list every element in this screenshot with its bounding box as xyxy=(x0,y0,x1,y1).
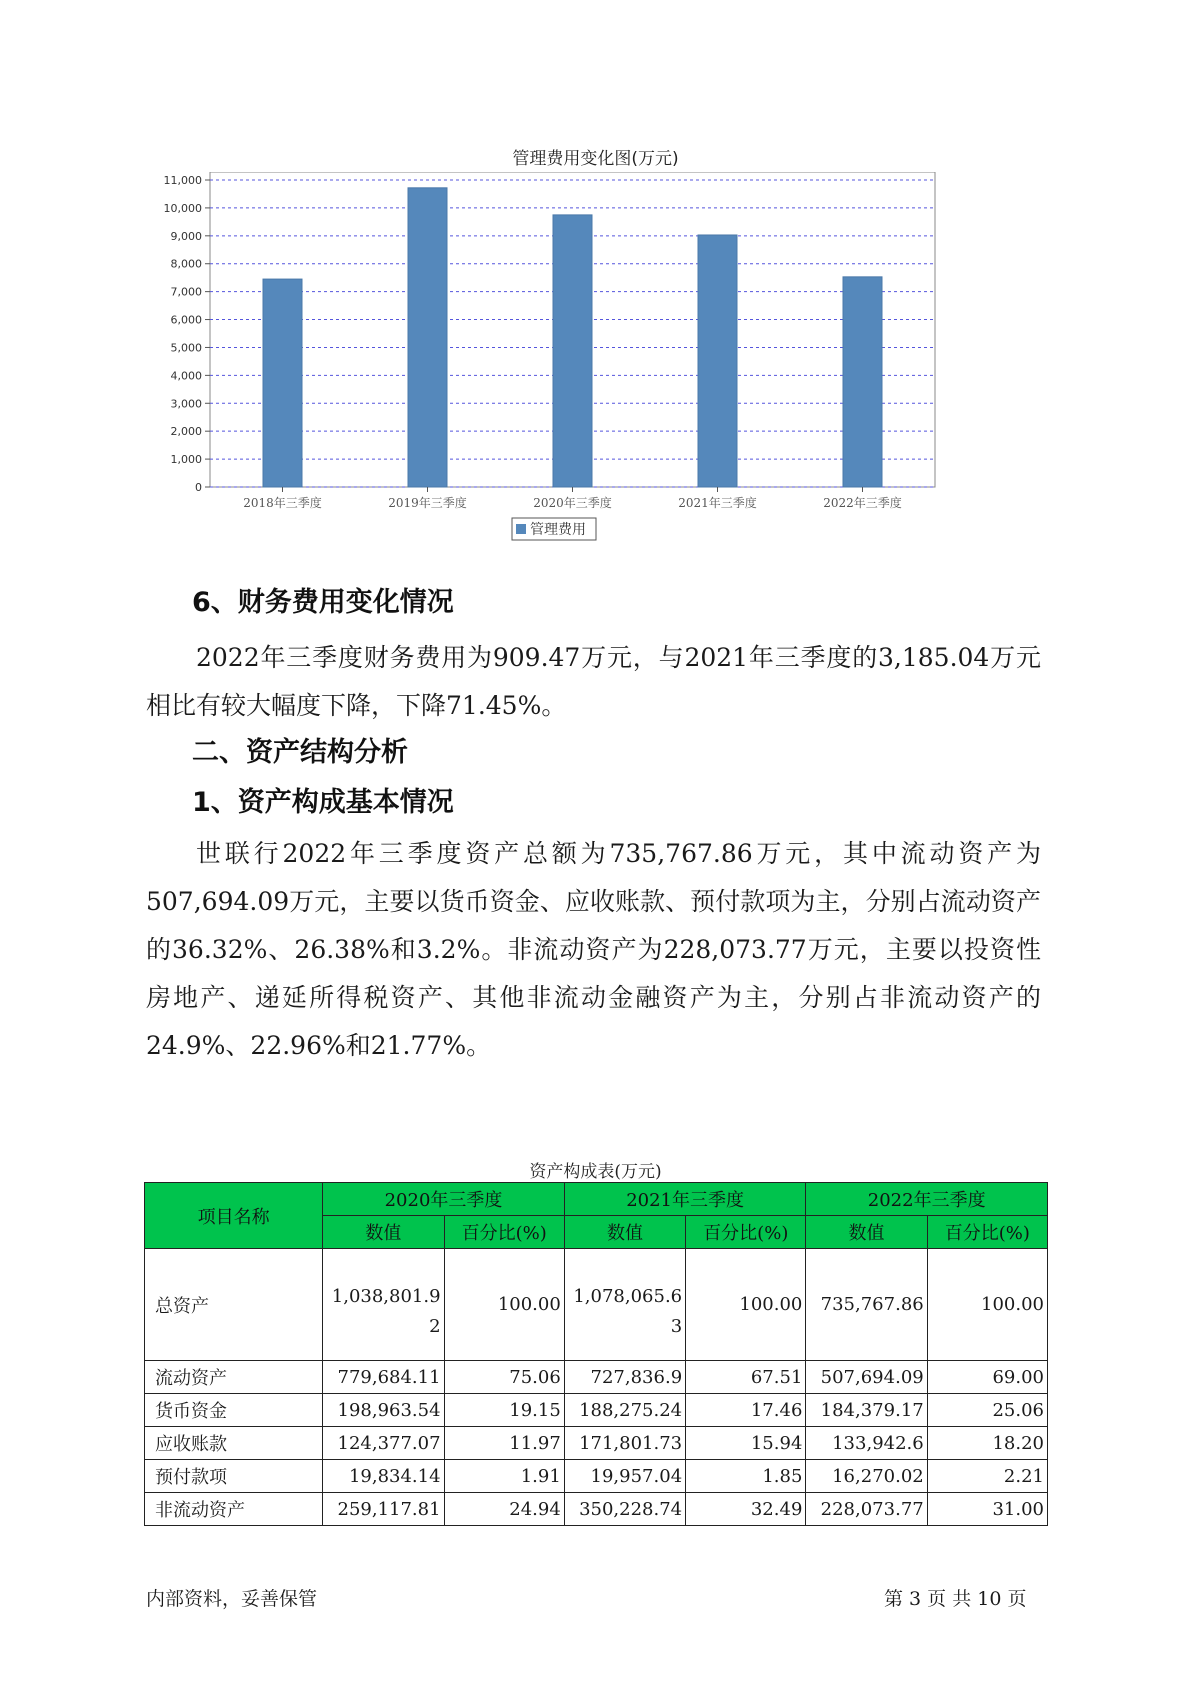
bar xyxy=(698,235,737,487)
legend-label: 管理费用 xyxy=(530,522,586,538)
cell-pct: 75.06 xyxy=(444,1361,564,1394)
bar xyxy=(408,188,447,487)
table-row xyxy=(145,1460,1048,1493)
cell-pct: 25.06 xyxy=(927,1394,1047,1427)
sub-heading-asset-composition: 1、资产构成基本情况 xyxy=(192,787,454,818)
table-row xyxy=(145,1493,1048,1526)
cell-pct: 31.00 xyxy=(927,1493,1047,1526)
cell-pct: 100.00 xyxy=(927,1249,1047,1361)
cell-value: 124,377.07 xyxy=(323,1427,444,1460)
cell-pct: 100.00 xyxy=(686,1249,806,1361)
header-year-2021: 2021年三季度 xyxy=(564,1183,806,1216)
cell-value: 1,078,065.63 xyxy=(564,1249,685,1361)
bar xyxy=(263,279,302,487)
header-pct: 百分比(%) xyxy=(686,1216,806,1249)
y-tick-label: 9,000 xyxy=(170,229,202,243)
cell-pct: 1.91 xyxy=(444,1460,564,1493)
cell-pct: 32.49 xyxy=(686,1493,806,1526)
cell-pct: 2.21 xyxy=(927,1460,1047,1493)
asset-table xyxy=(144,1182,1048,1526)
header-year-2020: 2020年三季度 xyxy=(323,1183,565,1216)
header-value: 数值 xyxy=(806,1216,927,1249)
header-value: 数值 xyxy=(564,1216,685,1249)
cell-value: 198,963.54 xyxy=(323,1394,444,1427)
x-tick-label: 2019年三季度 xyxy=(388,496,467,510)
paragraph-finance-cost: 2022年三季度财务费用为909.47万元，与2021年三季度的3,185.04万元相比有较大幅度下降，下降71.45%。 xyxy=(146,643,1041,720)
x-tick-label: 2022年三季度 xyxy=(823,496,902,510)
y-tick-label: 10,000 xyxy=(163,201,202,215)
cell-value: 133,942.6 xyxy=(806,1427,927,1460)
cell-pct: 17.46 xyxy=(686,1394,806,1427)
header-value: 数值 xyxy=(323,1216,444,1249)
table-row xyxy=(145,1394,1048,1427)
cell-value: 1,038,801.92 xyxy=(323,1249,444,1361)
cell-value: 350,228.74 xyxy=(564,1493,685,1526)
header-year-2022: 2022年三季度 xyxy=(806,1183,1048,1216)
bar-chart xyxy=(140,172,1020,582)
footer-page-number: 第 3 页 共 10 页 xyxy=(884,1588,1027,1610)
table-row xyxy=(145,1427,1048,1460)
paragraph-asset-composition: 世联行2022年三季度资产总额为735,767.86万元，其中流动资产为507,694.09万元，主要以货币资金、应收账款、预付款项为主，分别占流动资产的36.32%、26.38%和3.2%。非流动资产为228,073.77万元，主要以投资性房地产、递延所得税资产、其他非流动金融资产为主，分别占非流动资产的24.9%、22.96%和21.77%。 xyxy=(146,839,1041,1060)
section-heading-asset-structure: 二、资产结构分析 xyxy=(192,737,408,768)
legend-swatch xyxy=(516,524,526,534)
bar xyxy=(843,277,882,487)
cell-pct: 24.94 xyxy=(444,1493,564,1526)
section-heading-finance-cost: 6、财务费用变化情况 xyxy=(192,587,454,618)
cell-value: 779,684.11 xyxy=(323,1361,444,1394)
cell-value: 171,801.73 xyxy=(564,1427,685,1460)
cell-item: 应收账款 xyxy=(145,1427,323,1460)
cell-item: 非流动资产 xyxy=(145,1493,323,1526)
y-tick-label: 0 xyxy=(195,481,202,494)
cell-value: 19,957.04 xyxy=(564,1460,685,1493)
cell-pct: 1.85 xyxy=(686,1460,806,1493)
cell-value: 19,834.14 xyxy=(323,1460,444,1493)
table-row xyxy=(145,1249,1048,1361)
cell-item: 流动资产 xyxy=(145,1361,323,1394)
footer-confidential-note: 内部资料，妥善保管 xyxy=(146,1588,318,1610)
cell-pct: 18.20 xyxy=(927,1427,1047,1460)
y-tick-label: 8,000 xyxy=(170,257,202,271)
table-caption: 资产构成表(万元) xyxy=(529,1162,662,1182)
cell-value: 228,073.77 xyxy=(806,1493,927,1526)
y-tick-label: 7,000 xyxy=(170,285,202,299)
x-tick-label: 2021年三季度 xyxy=(678,496,757,510)
cell-item: 货币资金 xyxy=(145,1394,323,1427)
cell-pct: 100.00 xyxy=(444,1249,564,1361)
y-tick-label: 2,000 xyxy=(170,425,202,439)
bar xyxy=(553,215,592,487)
header-pct: 百分比(%) xyxy=(927,1216,1047,1249)
cell-pct: 15.94 xyxy=(686,1427,806,1460)
cell-value: 16,270.02 xyxy=(806,1460,927,1493)
cell-pct: 11.97 xyxy=(444,1427,564,1460)
y-tick-label: 5,000 xyxy=(170,341,202,355)
cell-value: 184,379.17 xyxy=(806,1394,927,1427)
y-tick-label: 11,000 xyxy=(163,174,202,187)
y-tick-label: 6,000 xyxy=(170,313,202,327)
cell-item: 总资产 xyxy=(145,1249,323,1361)
cell-item: 预付款项 xyxy=(145,1460,323,1493)
chart-title: 管理费用变化图(万元) xyxy=(512,149,679,169)
cell-pct: 19.15 xyxy=(444,1394,564,1427)
y-tick-label: 4,000 xyxy=(170,369,202,383)
x-tick-label: 2020年三季度 xyxy=(533,496,612,510)
cell-value: 727,836.9 xyxy=(564,1361,685,1394)
x-tick-label: 2018年三季度 xyxy=(243,496,322,510)
cell-value: 507,694.09 xyxy=(806,1361,927,1394)
y-tick-label: 1,000 xyxy=(170,453,202,467)
cell-value: 188,275.24 xyxy=(564,1394,685,1427)
y-tick-label: 3,000 xyxy=(170,397,202,411)
cell-pct: 69.00 xyxy=(927,1361,1047,1394)
header-pct: 百分比(%) xyxy=(444,1216,564,1249)
cell-value: 259,117.81 xyxy=(323,1493,444,1526)
cell-pct: 67.51 xyxy=(686,1361,806,1394)
header-item-name: 项目名称 xyxy=(145,1183,323,1249)
cell-value: 735,767.86 xyxy=(806,1249,927,1361)
table-row xyxy=(145,1361,1048,1394)
